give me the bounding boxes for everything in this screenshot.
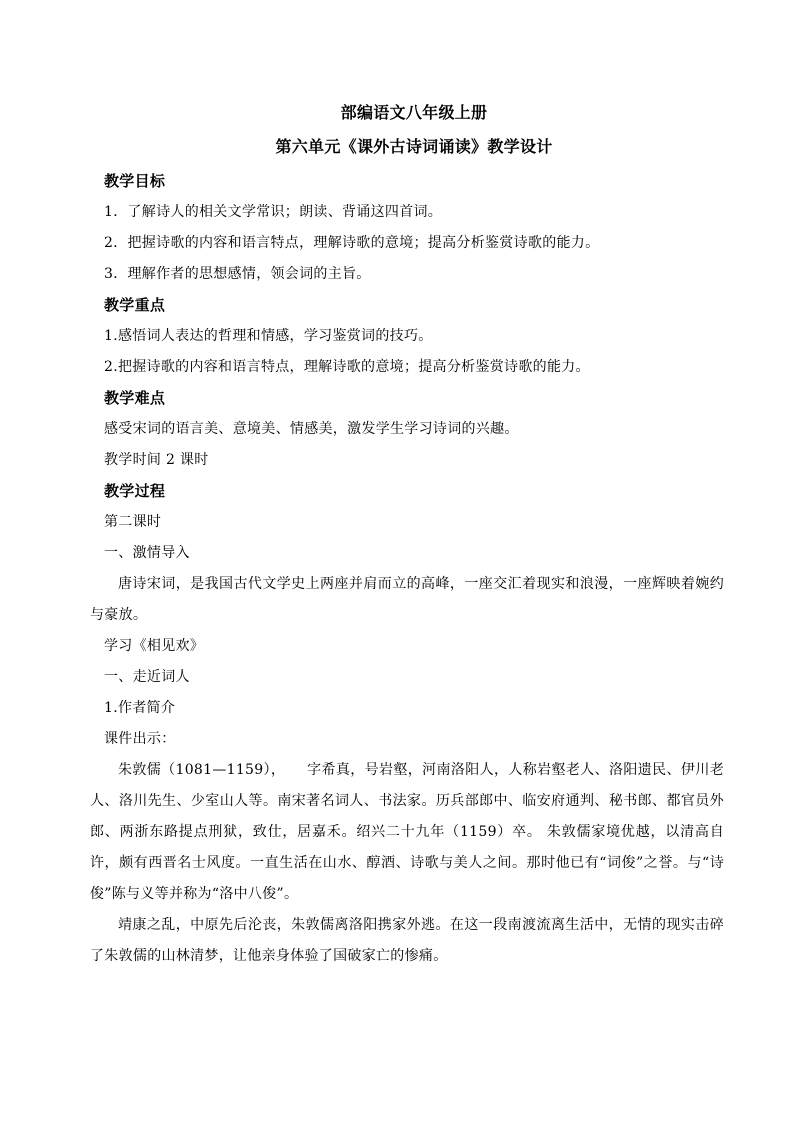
document-page [90,96,724,972]
difficulties-heading: 教学难点 [104,389,166,407]
objective-item: 2．把握诗歌的内容和语言特点，理解诗歌的意境；提高分析鉴赏诗歌的能力。 [104,235,600,251]
objective-item: 3．理解作者的思想感情，领会词的主旨。 [104,266,371,282]
biography-paragraph: 朱敦儒（1081—1159）， 字希真，号岩壑，河南洛阳人，人称岩壑老人、洛阳遗民、伊川老人、洛川先生、少室山人等。南宋著名词人、书法家。历兵部郎中、临安府通判、秘书郎、都官员外郎、两浙东路提点刑狱，致仕，居嘉禾。绍兴二十九年（1159）卒。 朱敦儒家境优越，以清高自许，颇有西晋名士风度。一直生活在山水、醇酒、诗歌与美人之间。那时他已有“词俊”之誉。与“诗俊”陈与义等并称为“洛中八俊”。 [90,762,724,902]
lesson-label: 第二课时 [104,514,162,530]
subsection-heading: 1.作者简介 [104,700,176,716]
section-heading: 一、走近词人 [104,669,190,685]
teaching-time: 教学时间 2 课时 [104,452,209,468]
key-point-item: 1.感悟词人表达的哲理和情感，学习鉴赏词的技巧。 [104,328,433,344]
key-points-heading: 教学重点 [104,296,166,314]
document-title: 部编语文八年级上册 [340,103,488,122]
study-title: 学习《相见欢》 [104,638,205,654]
intro-paragraph: 唐诗宋词，是我国古代文学史上两座并肩而立的高峰，一座交汇着现实和浪漫，一座辉映着婉约与豪放。 [90,576,724,623]
key-point-item: 2.把握诗歌的内容和语言特点，理解诗歌的意境；提高分析鉴赏诗歌的能力。 [104,359,590,375]
biography-paragraph-2: 靖康之乱，中原先后沦丧，朱敦儒离洛阳携家外逃。在这一段南渡流离生活中，无情的现实击碎了朱敦儒的山林清梦，让他亲身体验了国破家亡的惨痛。 [90,917,724,964]
objectives-heading: 教学目标 [104,172,166,190]
intro-heading: 一、激情导入 [104,545,190,561]
objective-item: 1．了解诗人的相关文学常识；朗读、背诵这四首词。 [104,204,443,220]
document-subtitle: 第六单元《课外古诗词诵读》教学设计 [275,137,553,156]
difficulties-text: 感受宋词的语言美、意境美、情感美，激发学生学习诗词的兴趣。 [104,421,519,437]
process-heading: 教学过程 [104,482,166,500]
courseware-label: 课件出示： [104,731,176,747]
